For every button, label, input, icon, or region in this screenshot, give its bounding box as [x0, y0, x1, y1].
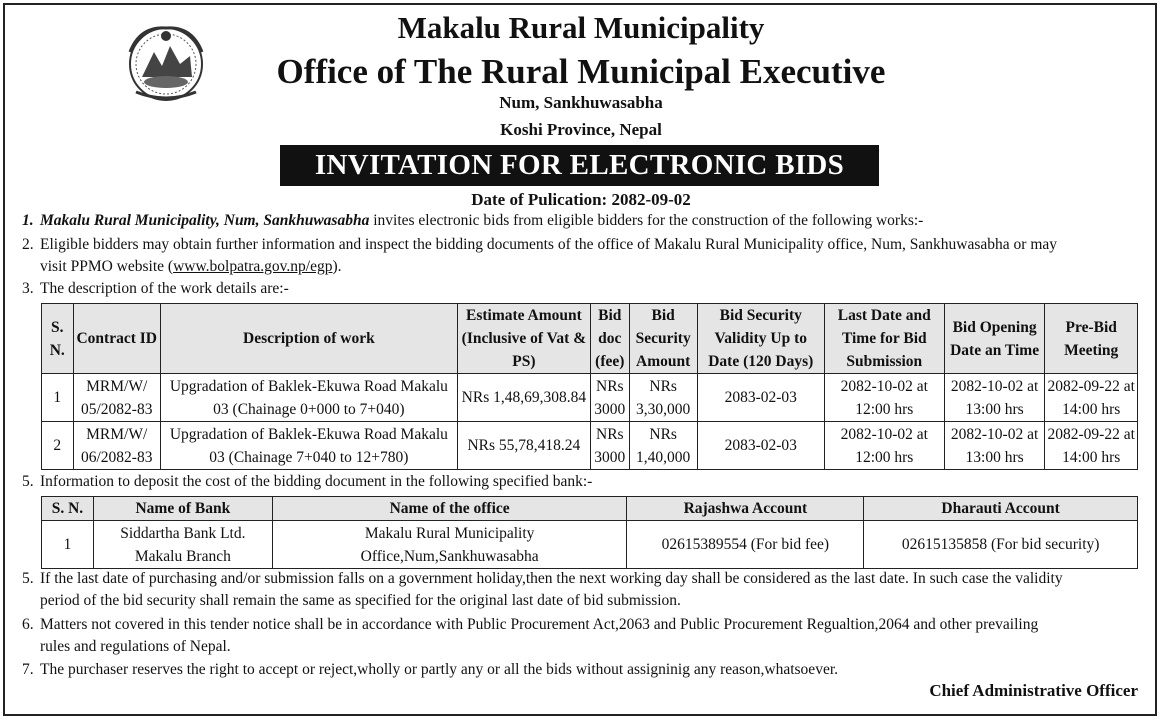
cell-dharauti: 02615135858 (For bid security) [864, 521, 1138, 569]
cell-description: Upgradation of Baklek-Ekuwa Road Makalu 03 (Chainage 7+040 to 12+780) [160, 422, 457, 470]
paragraph-text: ). [332, 258, 342, 275]
cell-sn: 1 [42, 374, 74, 422]
office-name: Office of The Rural Municipal Executive [276, 52, 886, 91]
table-row [42, 521, 1138, 569]
paragraph-text: visit PPMO website ( [40, 258, 174, 275]
works-table [41, 303, 1138, 470]
paragraph-number: 2. [22, 236, 34, 253]
paragraph-text: The description of the work details are:- [40, 280, 289, 297]
cell-fee: NRs 3000 [590, 422, 629, 470]
table-row [42, 374, 1138, 422]
col-estimate: Estimate Amount (Inclusive of Vat & PS) [457, 304, 590, 374]
paragraph-text: If the last date of purchasing and/or submission falls on a government holiday,then the next working day shall be considered as the last date. In such case the validity [40, 570, 1063, 587]
paragraph-text: Information to deposit the cost of the bidding document in the following specified bank:- [40, 473, 593, 490]
bank-table [41, 496, 1138, 569]
cell-validity: 2083-02-03 [697, 374, 824, 422]
cell-validity: 2083-02-03 [697, 422, 824, 470]
cell-estimate: NRs 1,48,69,308.84 [457, 374, 590, 422]
paragraph-number: 1. [22, 212, 34, 229]
office-province: Koshi Province, Nepal [500, 120, 662, 139]
publication-date: Date of Pulication: 2082-09-02 [471, 190, 691, 209]
paragraph-1 [22, 210, 1142, 232]
cell-security: NRs 1,40,000 [629, 422, 697, 470]
cell-last-date: 2082-10-02 at 12:00 hrs [824, 422, 944, 470]
paragraph-lead: Makalu Rural Municipality, Num, Sankhuwasabha [40, 212, 370, 229]
paragraph-6 [22, 614, 1142, 658]
cell-bank: Siddartha Bank Ltd. Makalu Branch [93, 521, 272, 569]
works-table-header [42, 304, 1138, 374]
col-prebid: Pre-Bid Meeting [1045, 304, 1138, 374]
paragraph-number: 5. [22, 473, 34, 490]
col-bid-security: Bid Security Amount [629, 304, 697, 374]
cell-prebid: 2082-09-22 at 14:00 hrs [1045, 422, 1138, 470]
bank-table-header [42, 497, 1138, 521]
paragraph-number: 7. [22, 661, 34, 678]
cell-fee: NRs 3000 [590, 374, 629, 422]
paragraph-4 [22, 471, 1142, 493]
cell-sn: 1 [42, 521, 94, 569]
col-rajashwa: Rajashwa Account [627, 497, 864, 521]
municipality-name: Makalu Rural Municipality [397, 10, 765, 45]
paragraph-number: 6. [22, 616, 34, 633]
paragraph-text: Eligible bidders may obtain further information and inspect the bidding documents of the office of Makalu Rural Municipality office, Num, Sankhuwasabha or may [40, 236, 1058, 253]
col-bank: Name of Bank [93, 497, 272, 521]
cell-rajashwa: 02615389554 (For bid fee) [627, 521, 864, 569]
cell-contract-id: MRM/W/ 06/2082-83 [73, 422, 160, 470]
col-validity: Bid Security Validity Up to Date (120 Days) [697, 304, 824, 374]
col-contract-id: Contract ID [73, 304, 160, 374]
col-dharauti: Dharauti Account [864, 497, 1138, 521]
col-office: Name of the office [272, 497, 627, 521]
office-location: Num, Sankhuwasabha [499, 93, 663, 112]
cell-sn: 2 [42, 422, 74, 470]
cell-contract-id: MRM/W/ 05/2082-83 [73, 374, 160, 422]
table-row [42, 422, 1138, 470]
paragraph-2 [22, 234, 1142, 278]
cell-last-date: 2082-10-02 at 12:00 hrs [824, 374, 944, 422]
paragraph-text: period of the bid security shall remain the same as specified for the original last date of bid submission. [40, 592, 681, 609]
paragraph-text: invites electronic bids from eligible bidders for the construction of the following works:- [369, 212, 924, 229]
cell-prebid: 2082-09-22 at 14:00 hrs [1045, 374, 1138, 422]
paragraph-3 [22, 278, 1142, 300]
cell-office: Makalu Rural Municipality Office,Num,Sankhuwasabha [272, 521, 627, 569]
col-sn: S. N. [42, 497, 94, 521]
col-description: Description of work [160, 304, 457, 374]
paragraph-number: 5. [22, 570, 34, 587]
paragraph-7 [22, 659, 1142, 681]
col-bid-fee: Bid doc (fee) [590, 304, 629, 374]
paragraph-5 [22, 568, 1142, 612]
cell-opening: 2082-10-02 at 13:00 hrs [944, 422, 1045, 470]
paragraph-text: rules and regulations of Nepal. [40, 638, 231, 655]
signatory: Chief Administrative Officer [929, 681, 1138, 700]
cell-estimate: NRs 55,78,418.24 [457, 422, 590, 470]
col-last-date: Last Date and Time for Bid Submission [824, 304, 944, 374]
cell-opening: 2082-10-02 at 13:00 hrs [944, 374, 1045, 422]
ppmo-website-link[interactable]: www.bolpatra.gov.np/egp [173, 258, 333, 275]
paragraph-text: Matters not covered in this tender notice shall be in accordance with Public Procurement Act,2063 and Public Procurement Regualtion,2064 and other prevailing [40, 616, 1039, 633]
cell-description: Upgradation of Baklek-Ekuwa Road Makalu 03 (Chainage 0+000 to 7+040) [160, 374, 457, 422]
col-sn: S. N. [42, 304, 74, 374]
paragraph-number: 3. [22, 280, 34, 297]
notice-title-banner: INVITATION FOR ELECTRONIC BIDS [280, 145, 879, 186]
paragraph-text: The purchaser reserves the right to accept or reject,wholly or partly any or all the bids without assigninig any reason,whatsoever. [40, 661, 839, 678]
col-opening: Bid Opening Date an Time [944, 304, 1045, 374]
cell-security: NRs 3,30,000 [629, 374, 697, 422]
